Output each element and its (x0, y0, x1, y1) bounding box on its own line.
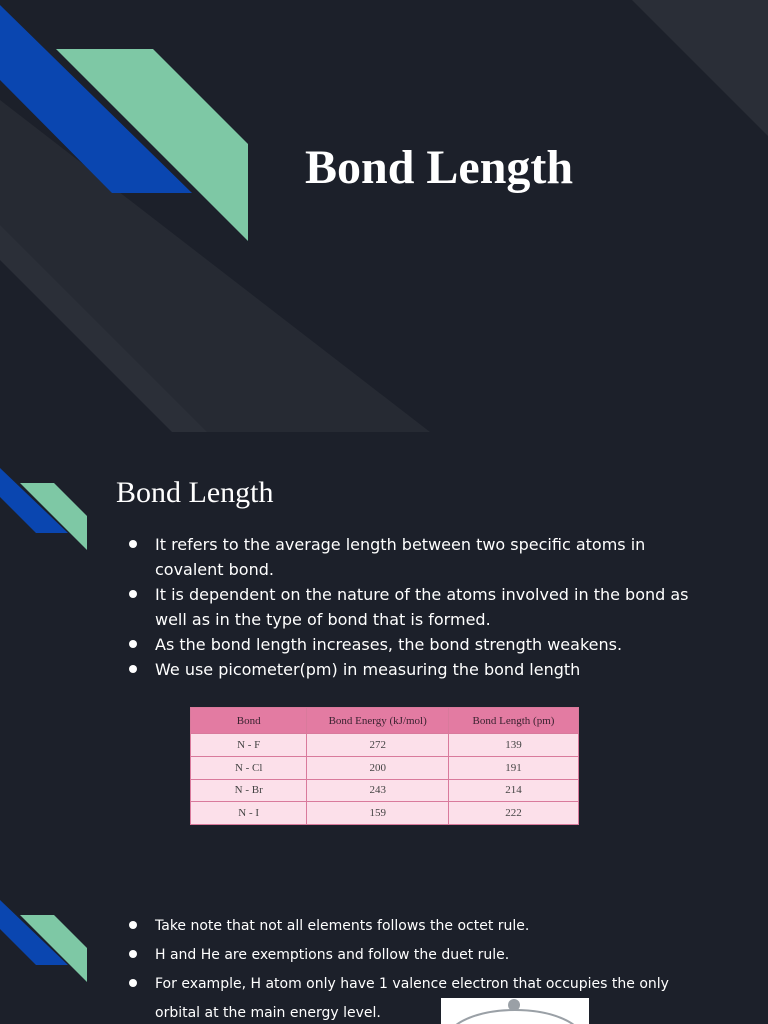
bullet-item: H and He are exemptions and follow the duet rule. (155, 941, 715, 970)
table-header-row (191, 708, 579, 734)
energy-cell: 159 (307, 802, 449, 825)
bond-cell: N - I (191, 802, 307, 825)
bullet-item: For example, H atom only have 1 valence electron that occupies the only orbital at the main energy level. (155, 970, 715, 1024)
length-cell: 222 (449, 802, 579, 825)
bond-cell: N - F (191, 734, 307, 757)
table-row (191, 779, 579, 802)
bullet-list (155, 912, 715, 1024)
bond-cell: N - Cl (191, 756, 307, 779)
dark-corner-stripe (632, 0, 768, 136)
column-header: Bond Length (pm) (449, 708, 579, 734)
bullet-item: It refers to the average length between two specific atoms in covalent bond. (155, 532, 695, 582)
slide-title: Bond Length (305, 141, 574, 194)
content-slide (0, 432, 768, 864)
length-cell: 139 (449, 734, 579, 757)
table-row (191, 802, 579, 825)
bullet-item: It is dependent on the nature of the atoms involved in the bond as well as in the type of bond that is formed. (155, 582, 695, 632)
content-slide-partial (0, 864, 768, 1024)
energy-cell: 272 (307, 734, 449, 757)
decorative-stripes (0, 432, 120, 572)
column-header: Bond (191, 708, 307, 734)
atom-diagram-image (441, 998, 589, 1024)
column-header: Bond Energy (kJ/mol) (307, 708, 449, 734)
decorative-stripes (0, 0, 768, 432)
bullet-list (155, 532, 695, 682)
decorative-stripes (0, 864, 120, 1004)
table-row (191, 734, 579, 757)
table-row (191, 756, 579, 779)
slide-heading: Bond Length (116, 476, 274, 509)
energy-cell: 200 (307, 756, 449, 779)
title-slide (0, 0, 768, 432)
bond-cell: N - Br (191, 779, 307, 802)
length-cell: 191 (449, 756, 579, 779)
bullet-item: Take note that not all elements follows the octet rule. (155, 912, 715, 941)
atom-orbit-icon (441, 998, 589, 1024)
length-cell: 214 (449, 779, 579, 802)
bullet-item: We use picometer(pm) in measuring the bond length (155, 657, 695, 682)
energy-cell: 243 (307, 779, 449, 802)
bond-data-table (190, 707, 579, 825)
bullet-item: As the bond length increases, the bond strength weakens. (155, 632, 695, 657)
